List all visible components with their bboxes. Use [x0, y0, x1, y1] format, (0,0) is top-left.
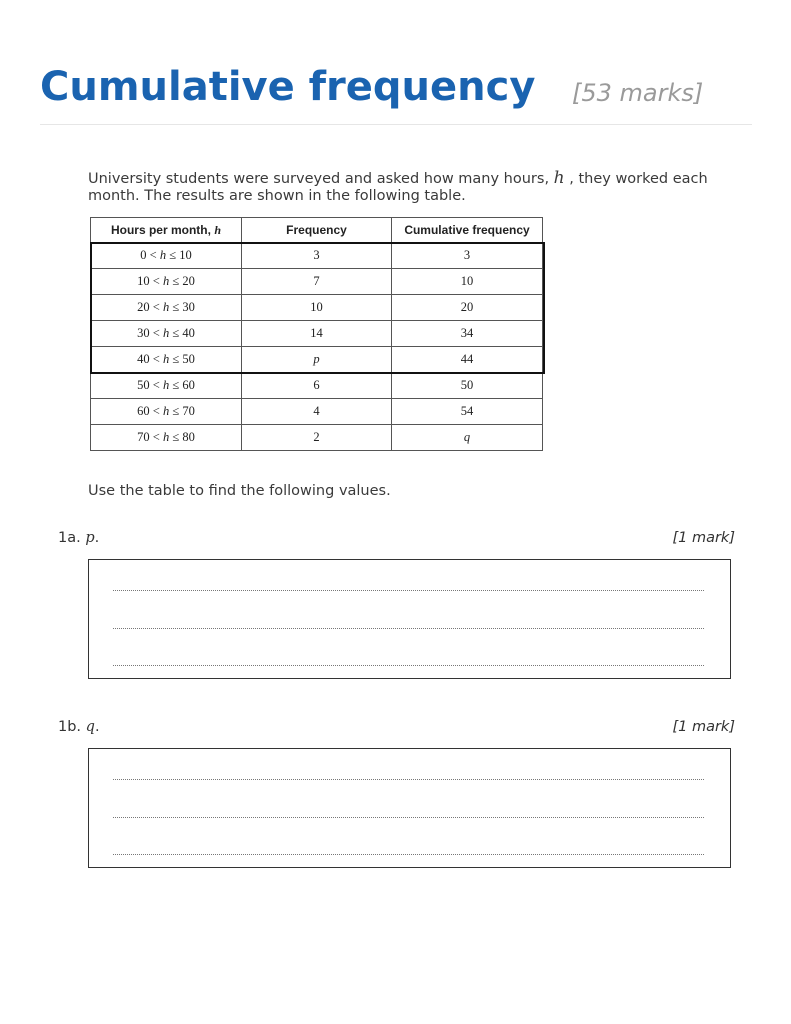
cell-interval: 30 < h ≤ 40	[91, 321, 242, 347]
cell-interval: 70 < h ≤ 80	[91, 425, 242, 451]
table-row	[91, 295, 543, 321]
cell-cumulative: 3	[392, 243, 543, 269]
cell-frequency: 4	[242, 399, 392, 425]
cell-interval: 20 < h ≤ 30	[91, 295, 242, 321]
cell-frequency: 7	[242, 269, 392, 295]
cell-frequency: 10	[242, 295, 392, 321]
question-number: 1a.	[58, 530, 81, 546]
table-row	[91, 399, 543, 425]
question-variable: p	[85, 530, 95, 546]
frequency-table	[90, 217, 543, 451]
answer-line	[113, 628, 704, 629]
cell-frequency: 14	[242, 321, 392, 347]
cell-cumulative: 44	[392, 347, 543, 373]
cell-cumulative: 54	[392, 399, 543, 425]
page-title: Cumulative frequency	[40, 64, 536, 110]
instruction-text: Use the table to find the following values.	[88, 483, 391, 499]
table-header-row	[91, 218, 543, 243]
table-row	[91, 269, 543, 295]
cell-frequency: p	[242, 347, 392, 373]
cell-interval: 40 < h ≤ 50	[91, 347, 242, 373]
question-1a-marks: [1 mark]	[672, 530, 735, 546]
question-number: 1b.	[58, 719, 82, 735]
cell-frequency: 2	[242, 425, 392, 451]
answer-box-1b[interactable]	[88, 748, 731, 868]
header-cumulative: Cumulative frequency	[392, 218, 543, 243]
table-row	[91, 243, 543, 269]
cell-cumulative: 50	[392, 373, 543, 399]
answer-line	[113, 854, 704, 855]
intro-text-2: , they worked each month. The results are shown in the following table.	[88, 171, 708, 204]
question-1a-label: 1a. p.	[58, 530, 100, 546]
header-frequency: Frequency	[242, 218, 392, 243]
answer-line	[113, 779, 704, 780]
page-header	[40, 62, 752, 125]
answer-line	[113, 665, 704, 666]
answer-line	[113, 590, 704, 591]
intro-paragraph	[88, 170, 728, 205]
table-row	[91, 425, 543, 451]
question-1b-label: 1b. q.	[58, 719, 100, 735]
cell-interval: 60 < h ≤ 70	[91, 399, 242, 425]
answer-line	[113, 817, 704, 818]
question-1b-marks: [1 mark]	[672, 719, 735, 735]
header-hours: Hours per month, h	[91, 218, 242, 243]
answer-box-1a[interactable]	[88, 559, 731, 679]
header-hours-variable: h	[214, 222, 222, 237]
cell-cumulative: 20	[392, 295, 543, 321]
intro-text-1: University students were surveyed and asked how many hours,	[88, 171, 550, 187]
cell-cumulative: q	[392, 425, 543, 451]
total-marks: [53 marks]	[572, 79, 704, 107]
table-row	[91, 321, 543, 347]
question-variable: q	[85, 719, 95, 735]
cell-interval: 10 < h ≤ 20	[91, 269, 242, 295]
intro-variable: h	[553, 168, 565, 188]
table-row	[91, 373, 543, 399]
cell-cumulative: 10	[392, 269, 543, 295]
table-row	[91, 347, 543, 373]
cell-frequency: 6	[242, 373, 392, 399]
cell-interval: 0 < h ≤ 10	[91, 243, 242, 269]
cell-frequency: 3	[242, 243, 392, 269]
cell-interval: 50 < h ≤ 60	[91, 373, 242, 399]
cell-cumulative: 34	[392, 321, 543, 347]
